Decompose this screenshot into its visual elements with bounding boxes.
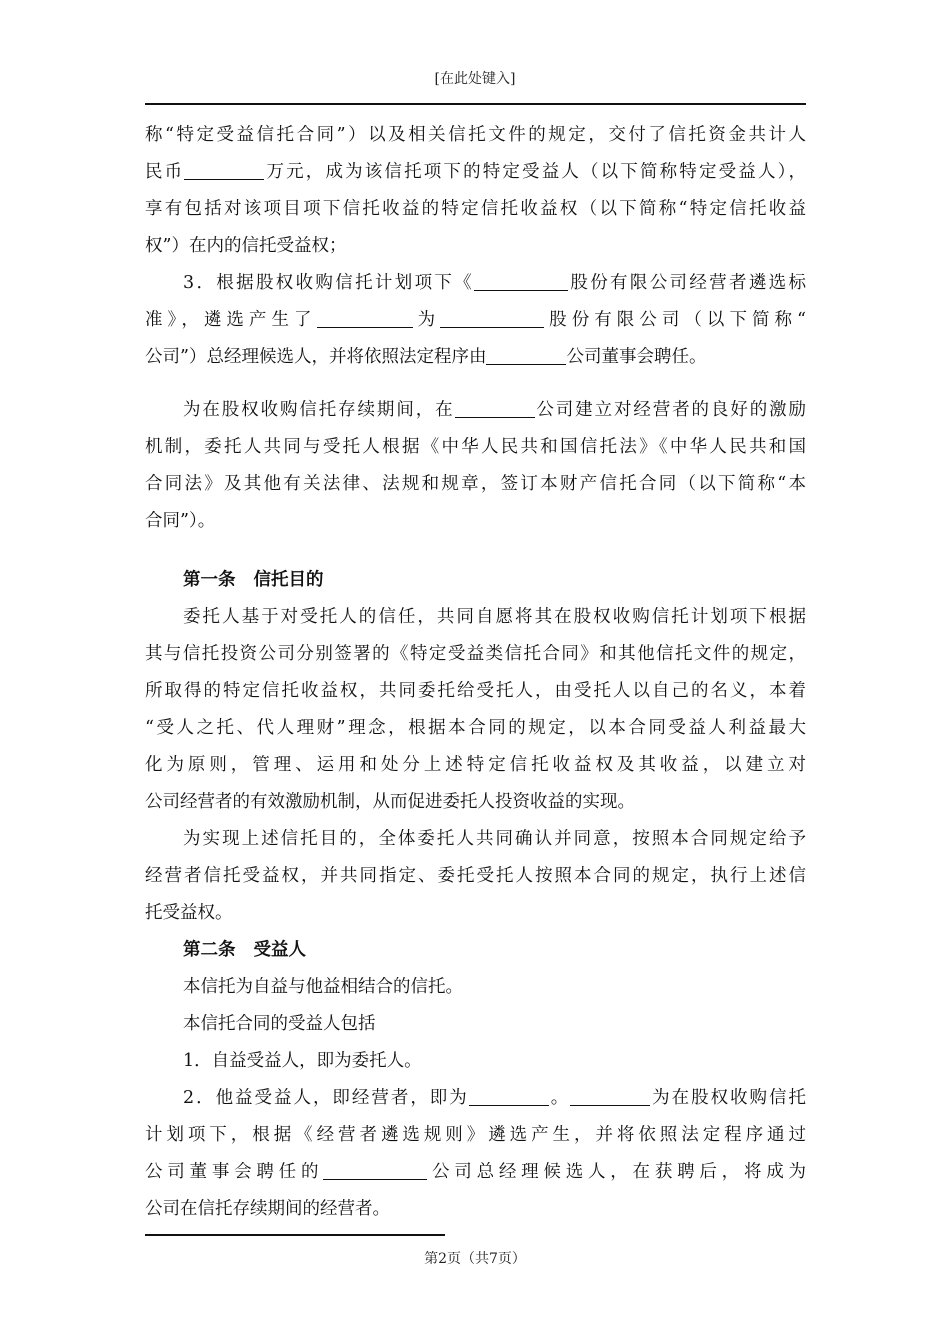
intro-line-1: 称“特定受益信托合同”）以及相关信托文件的规定，交付了信托资金共计人 <box>145 125 806 145</box>
article1-p2-line: 经营者信托受益权，并共同指定、委托受托人按照本合同的规定，执行上述信 <box>145 866 806 886</box>
item3-line-3: 公司”）总经理候选人，并将依照法定程序由 公司董事会聘任。 <box>145 347 707 367</box>
article2-item1: 1．自益受益人，即为委托人。 <box>183 1051 422 1071</box>
article2-item2-line-1: 2．他益受益人，即经营者，即为 。 为在股权收购信托 <box>183 1088 806 1108</box>
article1-p1-line: 化为原则，管理、运用和处分上述特定信托收益权及其收益，以建立对 <box>145 755 806 775</box>
article1-p1-line: 其与信托投资公司分别签署的《特定受益类信托合同》和其他信托文件的规定， <box>145 644 806 664</box>
article2-heading: 第二条 受益人 <box>183 940 306 960</box>
article1-p1-line: 所取得的特定信托收益权，共同委托给受托人，由受托人以自己的名义，本着 <box>145 681 806 701</box>
manager-name-blank-2 <box>570 1087 650 1106</box>
article1-p2-line: 托受益权。 <box>145 903 233 923</box>
purpose-line-4: 合同”）。 <box>145 511 216 531</box>
article2-item2-line-4: 公司在信托存续期间的经营者。 <box>145 1199 390 1219</box>
purpose-line-2: 机制，委托人共同与受托人根据《中华人民共和国信托法》《中华人民共和国 <box>145 437 806 457</box>
purpose-company-blank <box>455 399 535 418</box>
article1-p2-line: 为实现上述信托目的，全体委托人共同确认并同意，按照本合同规定给予 <box>183 829 806 849</box>
article2-p2: 本信托合同的受益人包括 <box>183 1014 376 1034</box>
company-name-blank <box>440 309 544 328</box>
intro-line-3: 享有包括对该项目项下信托收益的特定信托收益权（以下简称“特定信托收益 <box>145 199 806 219</box>
intro-line-2: 民币 万元，成为该信托项下的特定受益人（以下简称特定受益人）， <box>145 162 806 182</box>
page-header: [在此处键入] <box>434 71 516 87</box>
candidate-blank <box>317 309 413 328</box>
board-company-blank <box>486 346 566 365</box>
page-footer: 第2页（共7页） <box>424 1251 526 1267</box>
article1-p1-line: “受人之托、代人理财”理念，根据本合同的规定，以本合同受益人利益最大 <box>145 718 806 738</box>
manager-name-blank <box>469 1087 549 1106</box>
intro-line-4: 权”）在内的信托受益权； <box>145 236 347 256</box>
article1-p1-line: 委托人基于对受托人的信任，共同自愿将其在股权收购信托计划项下根据 <box>183 607 806 627</box>
purpose-line-1: 为在股权收购信托存续期间，在 公司建立对经营者的良好的激励 <box>183 400 806 420</box>
article2-item2-line-3: 公司董事会聘任的 公司总经理候选人，在获聘后，将成为 <box>145 1162 806 1182</box>
document-body <box>145 117 806 1228</box>
purpose-line-3: 合同法》及其他有关法律、法规和规章，签订本财产信托合同（以下简称“本 <box>145 474 806 494</box>
article1-p1-line: 公司经营者的有效激励机制，从而促进委托人投资收益的实现。 <box>145 792 635 812</box>
footnote-rule <box>145 1234 445 1236</box>
header-rule <box>145 103 806 105</box>
company-blank <box>474 272 568 291</box>
article2-p1: 本信托为自益与他益相结合的信托。 <box>183 977 463 997</box>
article1-heading: 第一条 信托目的 <box>183 570 324 590</box>
board-hire-company-blank <box>323 1161 427 1180</box>
article2-item2-line-2: 计划项下，根据《经营者遴选规则》遴选产生，并将依照法定程序通过 <box>145 1125 806 1145</box>
item3-line-2: 准》，遴选产生了 为 股份有限公司（以下简称“ <box>145 310 806 330</box>
amount-blank <box>184 161 264 180</box>
item3-line-1: 3．根据股权收购信托计划项下《 股份有限公司经营者遴选标 <box>183 273 806 293</box>
